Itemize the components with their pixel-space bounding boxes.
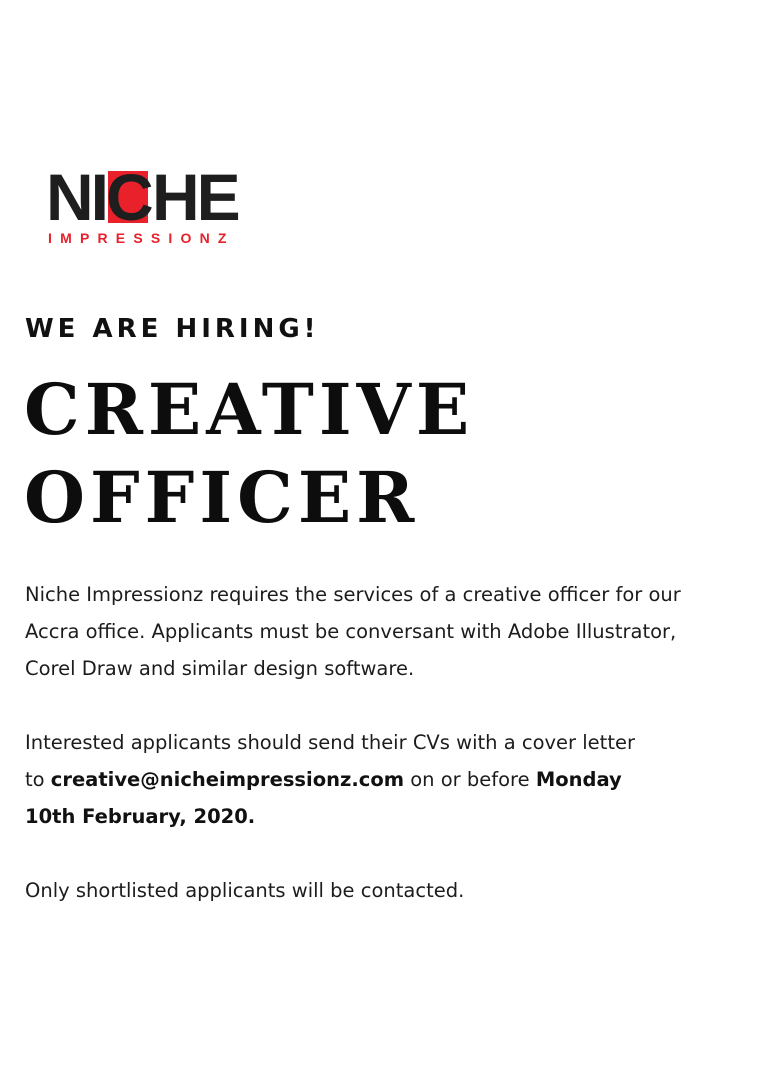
application-middle: on or before [404, 768, 536, 791]
logo-wordmark [46, 160, 238, 234]
shortlist-line: Only shortlisted applicants will be contacted. [25, 879, 465, 902]
logo-text-ni: NI [46, 160, 106, 234]
logo-text-he: HE [152, 160, 238, 234]
application-line-1: Interested applicants should send their CVs with a cover letter [25, 731, 635, 754]
description-line-2: Accra office. Applicants must be conversant with Adobe Illustrator, [25, 620, 677, 643]
job-title-line-2: OFFICER [24, 456, 420, 539]
company-logo [46, 160, 274, 250]
deadline-date: 10th February, 2020. [25, 805, 256, 828]
logo-text-c: C [106, 160, 151, 234]
description-line-3: Corel Draw and similar design software. [25, 657, 415, 680]
application-prefix: to [25, 768, 51, 791]
logo-subtitle: IMPRESSIONZ [48, 230, 235, 246]
application-paragraph [25, 724, 740, 835]
description-line-1: Niche Impressionz requires the services of a creative officer for our [25, 583, 681, 606]
job-title [24, 366, 724, 542]
hiring-headline: WE ARE HIRING! [25, 314, 320, 344]
logo-red-block [106, 160, 151, 234]
contact-email[interactable]: creative@nicheimpressionz.com [50, 768, 405, 791]
shortlist-note [25, 872, 740, 909]
job-title-line-1: CREATIVE [24, 368, 475, 451]
application-line-2 [25, 761, 740, 798]
deadline-day: Monday [535, 768, 622, 791]
application-line-3 [25, 798, 740, 835]
description-paragraph [25, 576, 740, 687]
